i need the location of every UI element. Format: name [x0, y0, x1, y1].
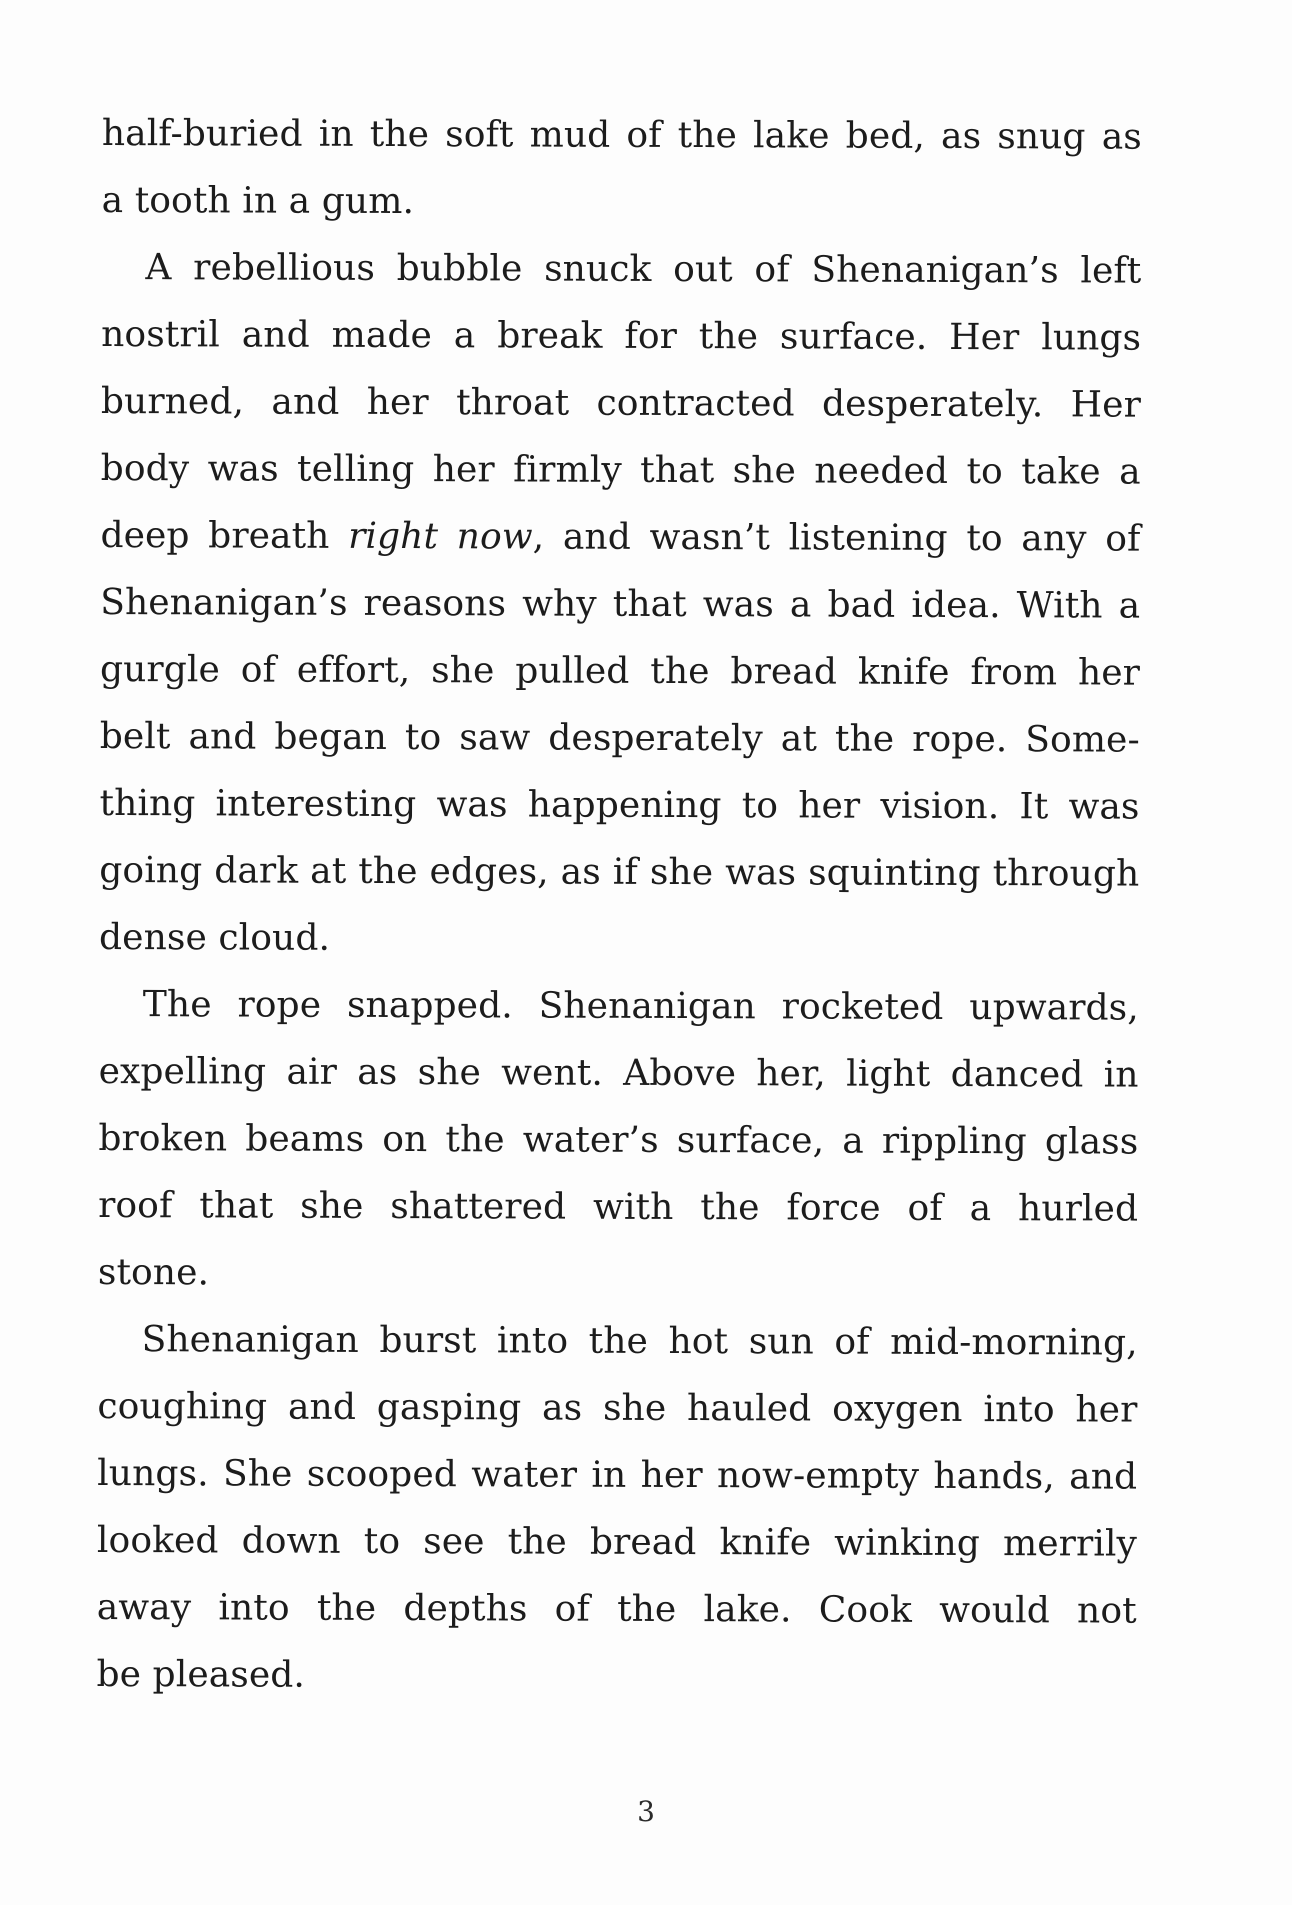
text-segment: body was telling her firmly that she needed to take a: [100, 447, 1141, 493]
text-line: [99, 971, 1139, 1042]
text-segment: dense cloud.: [99, 916, 331, 959]
text-line: [97, 1574, 1137, 1645]
text-line: [99, 837, 1139, 908]
text-line: [100, 703, 1140, 774]
text-line: [100, 569, 1140, 640]
text-line: [102, 167, 1142, 238]
page-number: 3: [637, 1795, 655, 1828]
text-line: [97, 1507, 1137, 1578]
text-segment: broken beams on the water’s surface, a rippling glass: [98, 1117, 1139, 1163]
text-line: [99, 904, 1139, 975]
text-segment: nostril and made a break for the surface. Her lungs: [101, 313, 1142, 359]
text-line: [101, 435, 1141, 506]
text-line: [98, 1038, 1138, 1109]
text-segment: lungs. She scooped water in her now-empty hands, and: [97, 1452, 1138, 1498]
text-segment: burned, and her throat contracted desperately. Her: [100, 380, 1142, 426]
text-line: [102, 100, 1142, 171]
text-segment: The rope snapped. Shenanigan rocketed upwards,: [142, 984, 1139, 1029]
text-line: [98, 1239, 1138, 1310]
text-line: [100, 636, 1140, 707]
text-segment: gurgle of effort, she pulled the bread knife from her: [99, 648, 1141, 694]
text-segment: belt and began to saw desperately at the rope. Some-: [99, 715, 1140, 761]
text-segment: away into the depths of the lake. Cook would not: [96, 1586, 1137, 1632]
text-segment: Shenanigan burst into the hot sun of mid-morning,: [141, 1319, 1138, 1364]
text-line: [98, 1172, 1138, 1243]
text-segment: thing interesting was happening to her vision. It was: [99, 782, 1140, 828]
text-segment: , and wasn’t listening to any of: [532, 516, 1141, 560]
text-segment: a tooth in a gum.: [101, 179, 415, 223]
text-segment: coughing and gasping as she hauled oxygen into her: [97, 1385, 1138, 1431]
text-segment: expelling air as she went. Above her, light danced in: [98, 1050, 1139, 1096]
text-segment: stone.: [97, 1251, 210, 1294]
text-line: [101, 368, 1141, 439]
text-segment: deep breath: [100, 514, 349, 557]
text-segment: Shenanigan’s reasons why that was a bad idea. With a: [100, 581, 1141, 627]
text-segment: be pleased.: [96, 1653, 306, 1696]
text-line: [100, 502, 1140, 573]
text-line: [101, 301, 1141, 372]
text-segment: roof that she shattered with the force of a hurled: [98, 1184, 1139, 1230]
text-line: [99, 770, 1139, 841]
text-line: [98, 1306, 1138, 1377]
text-segment: going dark at the edges, as if she was squinting through: [99, 849, 1140, 895]
text-line: [98, 1105, 1138, 1176]
text-line: [97, 1440, 1137, 1511]
text-segment: A rebellious bubble snuck out of Shenanigan’s left: [145, 247, 1142, 292]
text-segment: half-buried in the soft mud of the lake bed, as snug as: [101, 112, 1142, 158]
text-segment: looked down to see the bread knife winking merrily: [96, 1519, 1138, 1565]
text-line: [97, 1373, 1137, 1444]
emphasized-text: right now: [348, 515, 533, 558]
text-line: [101, 234, 1141, 305]
body-text: [96, 100, 1142, 1712]
text-line: [96, 1641, 1136, 1712]
